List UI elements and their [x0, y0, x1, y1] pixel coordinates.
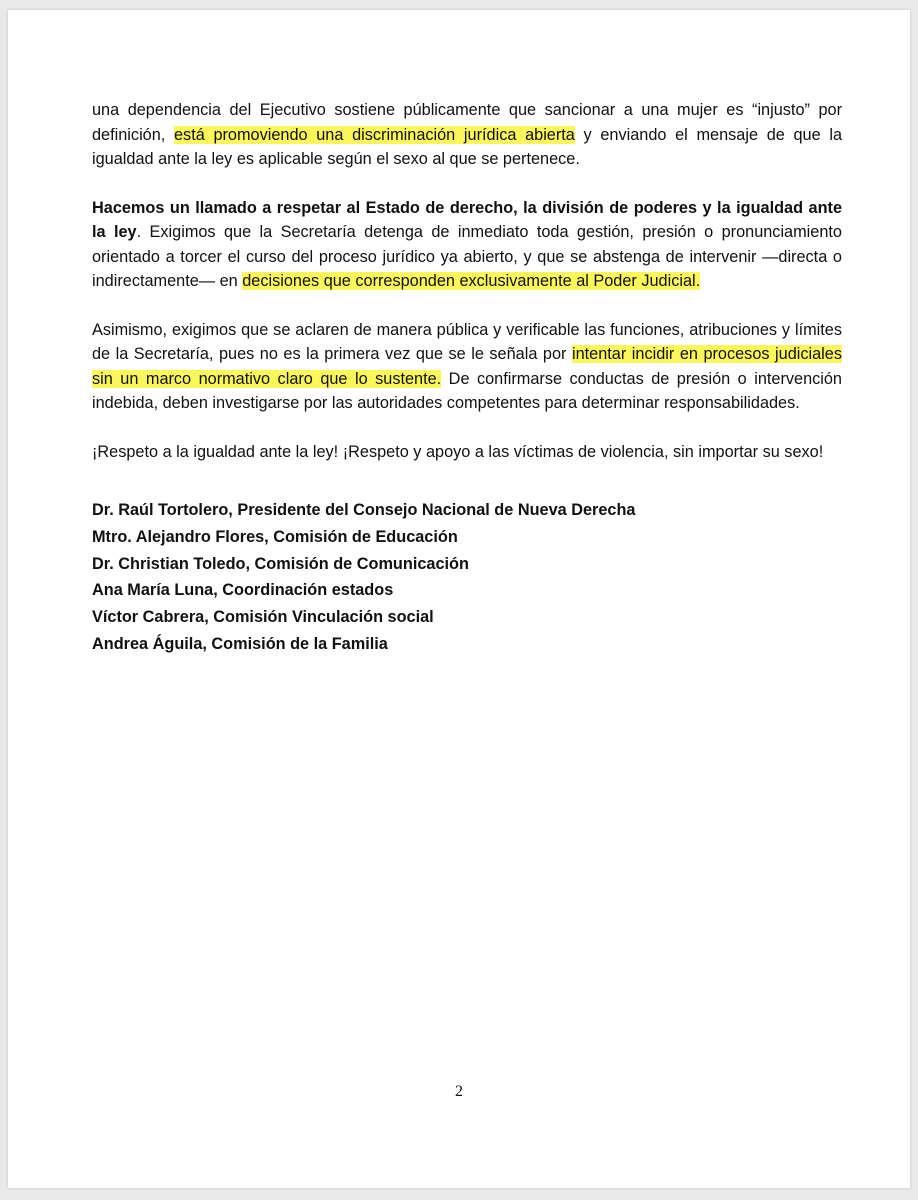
paragraph-3	[92, 318, 842, 416]
paragraph-2-highlight: decisiones que corresponden exclusivamente al Poder Judicial.	[242, 272, 701, 290]
signature-line: Dr. Raúl Tortolero, Presidente del Consejo Nacional de Nueva Derecha	[92, 501, 636, 519]
paragraph-2	[92, 196, 842, 294]
signature-line: Andrea Águila, Comisión de la Familia	[92, 634, 388, 653]
paragraph-1-text-a: una dependencia del Ejecutivo sostiene públicamente que sancionar a una mujer es “injusto” por definición,	[92, 101, 842, 144]
paragraph-3-text-b: De confirmarse conductas de presión o intervención indebida, deben investigarse por las autoridades competentes para determinar responsabilidades.	[92, 369, 842, 412]
signature-line: Ana María Luna, Coordinación estados	[92, 581, 394, 600]
paragraph-3-highlight: intentar incidir en procesos judiciales sin un marco normativo claro que lo sustente.	[92, 345, 842, 388]
signature-list	[92, 497, 842, 658]
signature-line: Mtro. Alejandro Flores, Comisión de Educación	[92, 527, 458, 546]
paragraph-4-text: ¡Respeto a la igualdad ante la ley! ¡Respeto y apoyo a las víctimas de violencia, sin importar su sexo!	[92, 442, 824, 461]
document-page	[8, 10, 910, 1188]
paragraph-4	[92, 440, 842, 465]
page-number: 2	[455, 1083, 463, 1100]
paragraph-1-text-b: y enviando el mensaje de que la igualdad ante la ley es aplicable según el sexo al que se pertenece.	[92, 125, 842, 168]
paragraph-3-text-a: Asimismo, exigimos que se aclaren de manera pública y verificable las funciones, atribuciones y límites de la Secretaría, pues no es la primera vez que se le señala por	[92, 320, 842, 363]
signature-line: Dr. Christian Toledo, Comisión de Comunicación	[92, 554, 469, 573]
paragraph-2-text-a: . Exigimos que la Secretaría detenga de inmediato toda gestión, presión o pronunciamiento orientado a torcer el curso del proceso jurídico ya abierto, y que se abstenga de intervenir —directa o indirectamente— en	[92, 223, 842, 290]
paragraph-2-bold-lead: Hacemos un llamado a respetar al Estado de derecho, la división de poderes y la igualdad ante la ley	[92, 198, 842, 241]
paragraph-1	[92, 98, 842, 172]
signature-line: Víctor Cabrera, Comisión Vinculación social	[92, 608, 434, 627]
document-body	[92, 98, 842, 658]
paragraph-1-highlight: está promoviendo una discriminación jurídica abierta	[174, 125, 575, 144]
